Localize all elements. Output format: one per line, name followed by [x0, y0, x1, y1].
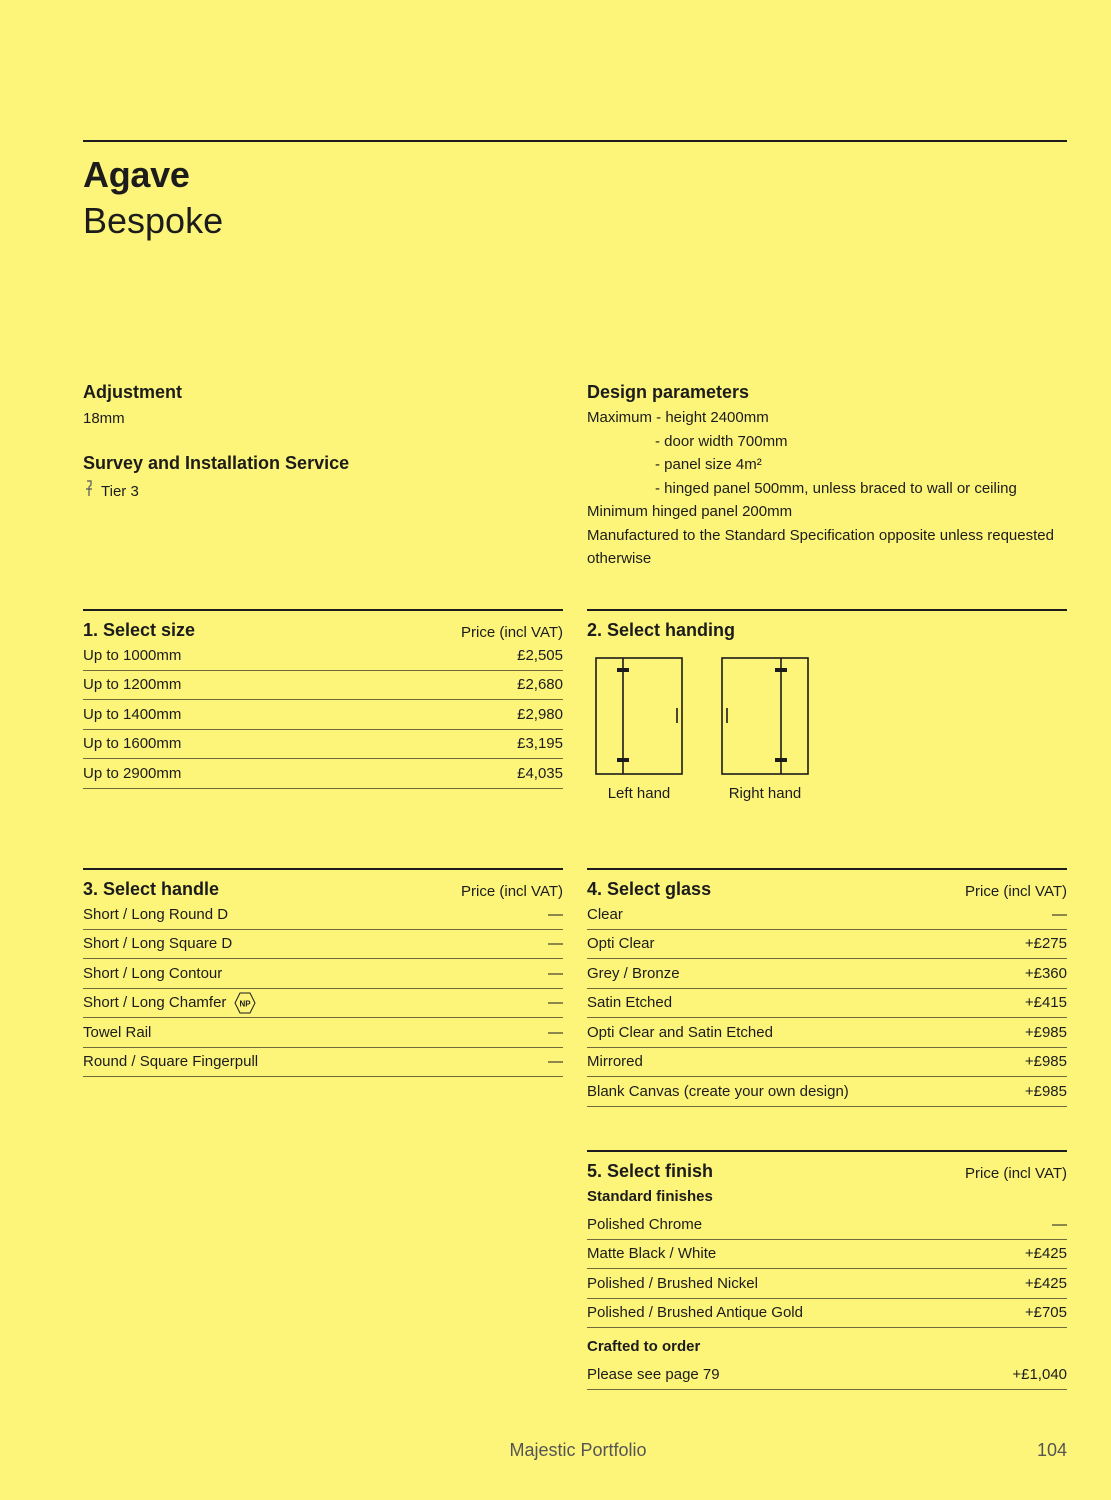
handle-option-row[interactable]	[83, 930, 563, 960]
option-label	[587, 1024, 773, 1041]
option-label	[587, 1275, 758, 1292]
svg-text:NP: NP	[239, 999, 251, 1009]
option-price: —	[548, 905, 563, 923]
option-label	[587, 1053, 643, 1070]
option-price: +£425	[1024, 1274, 1067, 1292]
option-price: £2,680	[517, 676, 563, 694]
option-label	[83, 935, 232, 952]
design-parameters	[587, 406, 1067, 571]
handle-heading: 3. Select handle	[83, 879, 220, 899]
option-label	[587, 1083, 849, 1100]
glass-option-row[interactable]	[587, 1018, 1067, 1048]
size-option-row[interactable]	[83, 641, 563, 671]
option-label	[83, 992, 256, 1014]
option-label-text: Polished / Brushed Nickel	[587, 1274, 758, 1292]
option-price: +£415	[1024, 994, 1067, 1012]
finish-option-row[interactable]	[587, 1210, 1067, 1240]
option-label	[83, 735, 181, 752]
glass-heading: 4. Select glass	[587, 879, 712, 899]
finish-option-row[interactable]	[587, 1299, 1067, 1329]
price-label: Price (incl VAT)	[461, 883, 563, 900]
option-price: +£275	[1024, 935, 1067, 953]
option-label	[83, 965, 222, 982]
option-price: —	[548, 994, 563, 1012]
option-label-text: Opti Clear	[587, 935, 655, 953]
handle-option-row[interactable]	[83, 1018, 563, 1048]
design-line: - door width 700mm	[655, 432, 788, 450]
glass-option-row[interactable]	[587, 959, 1067, 989]
option-label-text: Towel Rail	[83, 1023, 152, 1041]
finish-option-row[interactable]	[587, 1240, 1067, 1270]
option-price: £2,980	[517, 705, 563, 723]
handing-section	[587, 609, 1067, 802]
tool-icon	[83, 480, 97, 502]
option-label	[83, 1053, 258, 1070]
option-label	[587, 1245, 716, 1262]
option-label	[587, 965, 680, 982]
left-hand-door-icon	[595, 657, 683, 775]
price-label: Price (incl VAT)	[965, 883, 1067, 900]
np-badge-icon	[234, 992, 256, 1014]
option-label-text: Satin Etched	[587, 994, 673, 1012]
option-label	[83, 706, 181, 723]
finish-option-row[interactable]	[587, 1269, 1067, 1299]
adjustment-heading: Adjustment	[83, 382, 182, 402]
option-price: —	[548, 1023, 563, 1041]
glass-section	[587, 868, 1067, 1107]
handle-section	[83, 868, 563, 1077]
survey-tier	[83, 480, 139, 502]
option-label-text: Up to 2900mm	[83, 764, 182, 782]
option-label-text: Up to 1600mm	[83, 735, 182, 753]
option-label-text: Up to 1000mm	[83, 646, 182, 664]
design-line: Manufactured to the Standard Specification opposite unless requested	[587, 526, 1054, 544]
right-hand-door-icon	[721, 657, 809, 775]
option-label-text: Short / Long Square D	[83, 935, 233, 953]
option-label-text: Mirrored	[587, 1053, 643, 1071]
standard-finishes-label: Standard finishes	[587, 1187, 713, 1205]
option-label-text: Round / Square Fingerpull	[83, 1053, 259, 1071]
option-price: +£425	[1024, 1245, 1067, 1263]
finish-option-row[interactable]	[587, 1360, 1067, 1390]
handle-option-row[interactable]	[83, 1048, 563, 1078]
handle-option-row[interactable]	[83, 900, 563, 930]
glass-option-row[interactable]	[587, 900, 1067, 930]
glass-option-row[interactable]	[587, 989, 1067, 1019]
publication-name: Majestic Portfolio	[509, 1440, 647, 1460]
option-price: £2,505	[517, 646, 563, 664]
option-price: £4,035	[517, 764, 563, 782]
glass-option-row[interactable]	[587, 1048, 1067, 1078]
option-label-text: Matte Black / White	[587, 1245, 717, 1263]
option-label-text: Short / Long Chamfer	[83, 994, 227, 1012]
size-option-row[interactable]	[83, 700, 563, 730]
option-label	[83, 906, 228, 923]
finish-section	[587, 1150, 1067, 1390]
handing-right-option[interactable]	[721, 657, 809, 802]
option-price: +£360	[1024, 964, 1067, 982]
option-price: £3,195	[517, 735, 563, 753]
option-label-text: Blank Canvas (create your own design)	[587, 1082, 849, 1100]
option-label	[587, 935, 655, 952]
option-price: —	[548, 1053, 563, 1071]
option-price: —	[1052, 1215, 1067, 1233]
design-line: - panel size 4m²	[655, 456, 762, 473]
option-label	[587, 1304, 803, 1321]
left-hand-label: Left hand	[607, 785, 671, 802]
option-price: —	[548, 935, 563, 953]
option-price: +£985	[1024, 1082, 1067, 1100]
option-label-text: Short / Long Contour	[83, 964, 223, 982]
option-label	[587, 1216, 702, 1233]
size-option-row[interactable]	[83, 759, 563, 789]
glass-option-row[interactable]	[587, 1077, 1067, 1107]
option-price: —	[548, 964, 563, 982]
design-line: Minimum hinged panel 200mm	[587, 503, 793, 520]
price-label: Price (incl VAT)	[965, 1165, 1067, 1182]
adjustment-value: 18mm	[83, 410, 125, 427]
option-label	[587, 906, 623, 923]
option-label-text: Please see page 79	[587, 1365, 720, 1383]
finish-heading: 5. Select finish	[587, 1161, 714, 1181]
option-label-text: Clear	[587, 905, 623, 923]
option-label	[587, 1366, 720, 1383]
option-price: —	[1052, 905, 1067, 923]
design-line: - hinged panel 500mm, unless braced to wall or ceiling	[655, 479, 1017, 497]
option-label-text: Polished / Brushed Antique Gold	[587, 1304, 803, 1322]
page-number: 104	[1036, 1440, 1067, 1460]
right-hand-label: Right hand	[728, 785, 802, 802]
design-line: Maximum - height 2400mm	[587, 409, 769, 426]
page-subtitle: Bespoke	[83, 200, 224, 241]
option-label-text: Up to 1400mm	[83, 705, 182, 723]
option-label	[83, 1024, 151, 1041]
option-label	[83, 676, 181, 693]
option-label-text: Short / Long Round D	[83, 905, 229, 923]
option-label	[83, 647, 181, 664]
option-price: +£985	[1024, 1053, 1067, 1071]
price-label: Price (incl VAT)	[461, 624, 563, 641]
page-title: Agave	[83, 154, 190, 195]
design-line: otherwise	[587, 550, 652, 567]
header-rule	[83, 140, 1067, 142]
option-price: +£705	[1024, 1304, 1067, 1322]
size-option-row[interactable]	[83, 730, 563, 760]
size-heading: 1. Select size	[83, 620, 196, 640]
size-option-row[interactable]	[83, 671, 563, 701]
handing-left-option[interactable]	[595, 657, 683, 802]
option-label-text: Polished Chrome	[587, 1215, 703, 1233]
handle-option-row[interactable]	[83, 989, 563, 1019]
crafted-to-order-label: Crafted to order	[587, 1337, 701, 1355]
option-label-text: Up to 1200mm	[83, 676, 182, 694]
option-label-text: Opti Clear and Satin Etched	[587, 1023, 773, 1041]
option-label	[83, 765, 181, 782]
size-section	[83, 609, 563, 789]
handle-option-row[interactable]	[83, 959, 563, 989]
design-heading: Design parameters	[587, 382, 750, 402]
option-price: +£1,040	[1012, 1365, 1067, 1383]
option-price: +£985	[1024, 1023, 1067, 1041]
handing-heading: 2. Select handing	[587, 620, 736, 640]
option-label	[587, 994, 672, 1011]
tier-label: Tier 3	[101, 482, 139, 500]
survey-heading: Survey and Installation Service	[83, 453, 350, 473]
option-label-text: Grey / Bronze	[587, 964, 680, 982]
glass-option-row[interactable]	[587, 930, 1067, 960]
